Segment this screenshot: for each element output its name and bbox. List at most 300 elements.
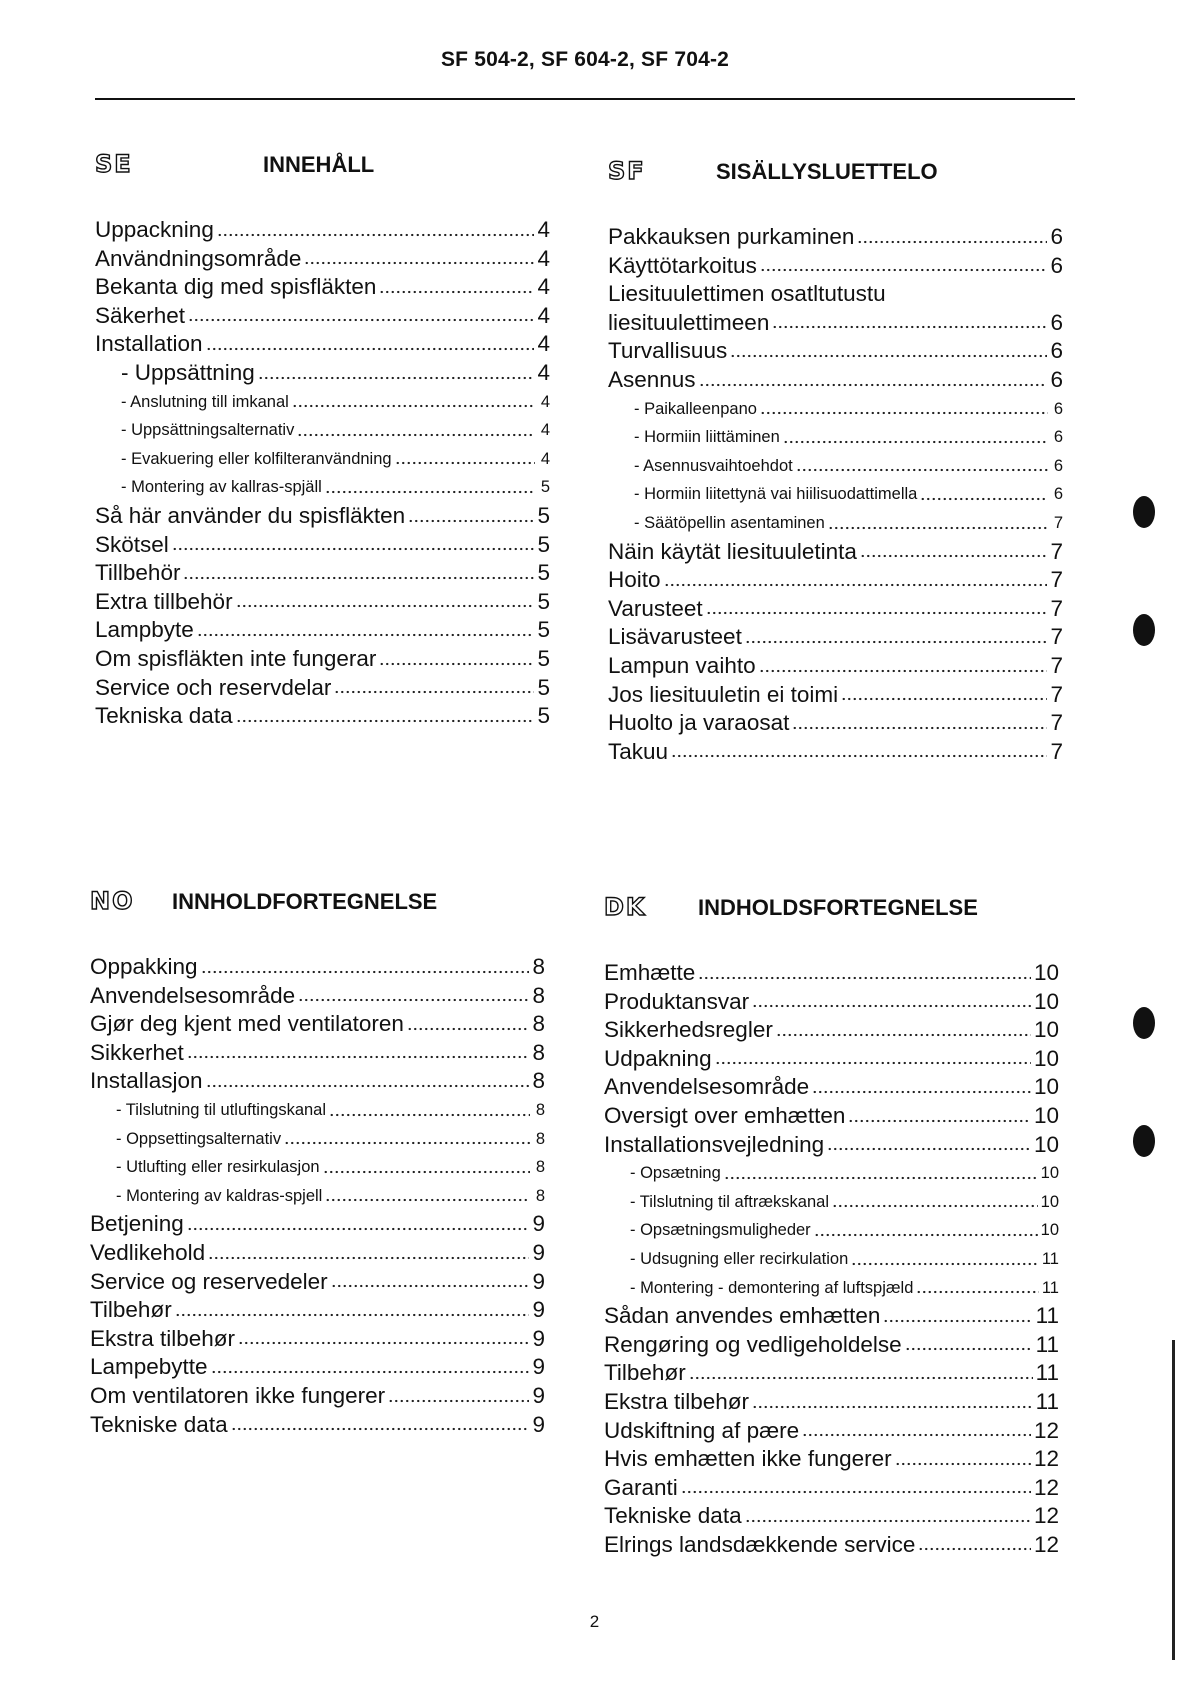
toc-entry: [608, 252, 1063, 281]
dot-leader: [802, 1432, 1031, 1438]
toc-entry: [95, 416, 550, 445]
toc-entry: [90, 1153, 545, 1182]
toc-entry: [604, 1159, 1059, 1188]
toc-entry-label: Takuu: [608, 738, 669, 764]
toc-entry-label: - Tilslutning til aftrækskanal: [630, 1192, 829, 1211]
dot-leader: [827, 1146, 1031, 1152]
toc-entry: [90, 1382, 545, 1411]
dot-leader: [752, 1003, 1031, 1009]
toc-entry-label: Hvis emhætten ikke fungerer: [604, 1446, 892, 1472]
dot-leader: [331, 1283, 530, 1289]
toc-list: [90, 953, 545, 1439]
toc-entry: [604, 1502, 1059, 1531]
dot-leader: [206, 346, 535, 352]
toc-entry-page: 6: [1053, 456, 1063, 475]
dot-leader: [172, 546, 535, 552]
toc-entry: [604, 1331, 1059, 1360]
toc-entry-label: Lisävarusteet: [608, 624, 742, 650]
toc-entry-page: 6: [1053, 485, 1063, 504]
toc-entry-page: 10: [1040, 1221, 1059, 1240]
toc-entry-page: 5: [537, 502, 550, 528]
dot-leader: [297, 432, 535, 438]
toc-entry-page: 4: [537, 359, 550, 385]
toc-entry: [608, 738, 1063, 767]
toc-entry-label: Extra tillbehör: [95, 588, 233, 614]
language-code: SE: [95, 150, 133, 178]
toc-entry-label: Oversigt over emhætten: [604, 1102, 846, 1128]
toc-entry-page: 10: [1040, 1192, 1059, 1211]
dot-leader: [211, 1369, 530, 1375]
toc-entry-label: - Opsætning: [630, 1164, 721, 1183]
toc-entry-page: 10: [1040, 1164, 1059, 1183]
toc-entry-label: Service och reservdelar: [95, 674, 332, 700]
dot-leader: [298, 997, 529, 1003]
dot-leader: [745, 639, 1048, 645]
toc-entry-page: 6: [1053, 399, 1063, 418]
toc-entry-label: - Hormiin liittäminen: [634, 428, 780, 447]
toc-entry-page: 6: [1050, 252, 1063, 278]
toc-entry-page: 9: [532, 1411, 545, 1437]
toc-entry-page: 10: [1033, 1131, 1059, 1157]
toc-entry-page: 5: [537, 531, 550, 557]
toc-entry-label: - Opsætningsmuligheder: [630, 1221, 811, 1240]
toc-entry-label: Emhætte: [604, 960, 696, 985]
dot-leader: [379, 289, 534, 295]
toc-entry-page: 7: [1050, 567, 1063, 593]
toc-entry-page: 4: [540, 421, 550, 440]
toc-entry-label: Service og reservedeler: [90, 1268, 328, 1294]
dot-leader: [236, 603, 535, 609]
toc-entry: [95, 273, 550, 302]
toc-entry-label: Tekniske data: [90, 1411, 228, 1437]
section-title: INDHOLDSFORTEGNELSE: [698, 895, 978, 920]
toc-entry-page: 7: [1050, 624, 1063, 650]
toc-entry-label: Installation: [95, 331, 203, 357]
document-header: SF 504-2, SF 604-2, SF 704-2: [440, 48, 730, 71]
dot-leader: [323, 1169, 530, 1175]
toc-entry-label: Rengøring og vedligeholdelse: [604, 1331, 902, 1357]
toc-list: [95, 216, 550, 731]
toc-entry: [604, 1388, 1059, 1417]
toc-entry-label: Turvallisuus: [608, 338, 728, 364]
toc-entry-label: Jos liesituuletin ei toimi: [608, 681, 839, 707]
toc-entry: [95, 330, 550, 359]
toc-entry: [95, 559, 550, 588]
toc-entry-page: 6: [1050, 309, 1063, 335]
toc-entry-label: Sådan anvendes emhætten: [604, 1303, 881, 1329]
toc-entry-page: 10: [1033, 1045, 1059, 1071]
toc-entry-label: Uppackning: [95, 217, 214, 242]
toc-entry-label: - Oppsettingsalternativ: [116, 1129, 282, 1148]
toc-entry-page: 10: [1033, 1017, 1059, 1043]
toc-entry-label: Tekniske data: [604, 1503, 742, 1529]
toc-entry-page: 6: [1050, 338, 1063, 364]
dot-leader: [238, 1340, 529, 1346]
dot-leader: [304, 260, 534, 266]
dot-leader: [895, 1461, 1031, 1467]
dot-leader: [699, 382, 1048, 388]
dot-leader: [208, 1255, 529, 1261]
toc-entry-page: 12: [1033, 1531, 1059, 1557]
toc-entry: [95, 216, 550, 245]
dot-leader: [851, 1261, 1039, 1267]
section-title: INNHOLDFORTEGNELSE: [172, 889, 438, 914]
toc-entry-page: 11: [1035, 1331, 1059, 1357]
toc-entry: [608, 566, 1063, 595]
toc-entry-label: Skötsel: [95, 531, 169, 557]
toc-entry-page: 8: [532, 1039, 545, 1065]
toc-entry-label: Installationsvejledning: [604, 1131, 825, 1157]
toc-entry-page: 8: [535, 1100, 545, 1119]
toc-entry: [608, 480, 1063, 509]
dot-leader: [883, 1318, 1032, 1324]
dot-leader: [832, 1203, 1038, 1209]
toc-entry: [90, 1325, 545, 1354]
toc-entry-page: 5: [537, 560, 550, 586]
toc-entry: [608, 509, 1063, 538]
toc-entry-label: - Asennusvaihtoehdot: [634, 456, 793, 475]
toc-entry-page: 5: [537, 703, 550, 729]
toc-section-no: [90, 887, 545, 1437]
dot-leader: [664, 582, 1048, 588]
dot-leader: [388, 1398, 529, 1404]
dot-leader: [796, 467, 1048, 473]
toc-entry: [604, 1445, 1059, 1474]
toc-entry: [604, 1359, 1059, 1388]
toc-entry: [95, 388, 550, 417]
binder-hole: [1133, 496, 1155, 528]
header-rule: [95, 98, 1075, 100]
toc-entry: [604, 1131, 1059, 1160]
toc-entry: [608, 709, 1063, 738]
toc-entry: [95, 245, 550, 274]
toc-entry-page: 11: [1035, 1303, 1059, 1329]
toc-entry: [90, 1182, 545, 1211]
toc-entry-page: 12: [1033, 1417, 1059, 1443]
toc-entry-label: Anvendelsesområde: [604, 1074, 810, 1100]
toc-entry-label: Hoito: [608, 567, 661, 593]
toc-entry: [608, 595, 1063, 624]
toc-entry-label: Lampun vaihto: [608, 652, 756, 678]
toc-entry-page: 11: [1041, 1278, 1059, 1297]
toc-entry-page: 5: [537, 674, 550, 700]
toc-entry-page: 11: [1041, 1249, 1059, 1268]
toc-section-se: [95, 150, 550, 729]
toc-entry: [604, 1531, 1059, 1560]
toc-entry-label: Sikkerhedsregler: [604, 1017, 773, 1043]
page-number: 2: [589, 1612, 600, 1631]
toc-entry-label: - Evakuering eller kolfilteranvändning: [121, 449, 392, 468]
toc-entry: [608, 309, 1063, 338]
toc-entry-page: 7: [1050, 652, 1063, 678]
dot-leader: [814, 1232, 1038, 1238]
toc-entry-label: Vedlikehold: [90, 1239, 206, 1265]
toc-entry: [95, 473, 550, 502]
dot-leader: [206, 1083, 530, 1089]
dot-leader: [730, 353, 1047, 359]
toc-entry-label: Lampbyte: [95, 617, 194, 643]
toc-list: [608, 223, 1063, 766]
dot-leader: [689, 1375, 1033, 1381]
toc-entry-page: 7: [1050, 595, 1063, 621]
toc-entry: [90, 1296, 545, 1325]
toc-entry-label: - Uppsättningsalternativ: [121, 421, 295, 440]
toc-entry: [90, 1210, 545, 1239]
toc-entry: [90, 1411, 545, 1440]
toc-entry: [608, 337, 1063, 366]
dot-leader: [905, 1346, 1033, 1352]
toc-entry-page: 10: [1033, 1074, 1059, 1100]
toc-entry-page: 4: [537, 245, 550, 271]
dot-leader: [752, 1404, 1033, 1410]
toc-section-sf: [608, 157, 1063, 764]
dot-leader: [292, 403, 535, 409]
toc-entry-label: Produktansvar: [604, 988, 750, 1014]
dot-leader: [828, 525, 1048, 531]
toc-entry-label: Varusteet: [608, 595, 703, 621]
toc-entry-label: Användningsområde: [95, 245, 302, 271]
dot-leader: [187, 1226, 530, 1232]
dot-leader: [284, 1140, 530, 1146]
toc-entry-page: 4: [537, 302, 550, 328]
toc-entry-label: Liesituulettimen osatltutustu: [608, 281, 886, 307]
toc-entry-page: 8: [532, 1011, 545, 1037]
toc-entry-page: 5: [537, 645, 550, 671]
toc-entry-page: 4: [540, 449, 550, 468]
dot-leader: [183, 575, 534, 581]
toc-entry-page: 4: [537, 331, 550, 357]
toc-entry-label: Pakkauksen purkaminen: [608, 224, 855, 249]
dot-leader: [860, 553, 1048, 559]
toc-entry-label: Så här använder du spisfläkten: [95, 502, 406, 528]
dot-leader: [197, 632, 535, 638]
binder-hole: [1133, 1007, 1155, 1039]
toc-entry-label: - Tilslutning til utluftingskanal: [116, 1100, 327, 1119]
toc-entry-page: 7: [1050, 710, 1063, 736]
toc-section-dk: [604, 893, 1059, 1557]
toc-entry: [608, 681, 1063, 710]
toc-entry-label: Ekstra tilbehør: [90, 1325, 236, 1351]
dot-leader: [217, 232, 535, 238]
toc-entry-label: Säkerhet: [95, 302, 186, 328]
toc-entry-page: 6: [1053, 428, 1063, 447]
toc-entry: [604, 1274, 1059, 1303]
toc-entry-page: 8: [532, 982, 545, 1008]
toc-entry: [604, 988, 1059, 1017]
dot-leader: [334, 689, 534, 695]
dot-leader: [175, 1312, 530, 1318]
toc-entry-label: Tilbehør: [604, 1360, 686, 1386]
toc-entry-label: Huolto ja varaosat: [608, 710, 790, 736]
toc-entry: [95, 531, 550, 560]
dot-leader: [760, 267, 1048, 273]
toc-entry-page: 4: [537, 217, 550, 242]
dot-leader: [325, 489, 535, 495]
toc-entry-page: 9: [532, 1211, 545, 1237]
toc-entry: [604, 1245, 1059, 1274]
toc-entry-page: 12: [1033, 1474, 1059, 1500]
binder-hole: [1133, 1125, 1155, 1157]
dot-leader: [325, 1197, 530, 1203]
dot-leader: [918, 1546, 1031, 1552]
toc-entry-label: - Anslutning till imkanal: [121, 392, 289, 411]
toc-entry-label: Gjør deg kjent med ventilatoren: [90, 1011, 404, 1037]
toc-entry-label: liesituulettimeen: [608, 309, 770, 335]
toc-entry-label: Garanti: [604, 1474, 678, 1500]
toc-entry-label: Näin käytät liesituuletinta: [608, 538, 857, 564]
toc-entry-label: Bekanta dig med spisfläkten: [95, 274, 377, 300]
dot-leader: [258, 375, 535, 381]
toc-entry-page: 10: [1033, 1102, 1059, 1128]
toc-entry-label: - Säätöpellin asentaminen: [634, 513, 825, 532]
toc-entry-label: - Uppsättning: [121, 359, 255, 385]
toc-entry: [604, 1188, 1059, 1217]
toc-entry: [608, 538, 1063, 567]
toc-entry-page: 5: [537, 617, 550, 643]
dot-leader: [724, 1175, 1038, 1181]
toc-entry: [95, 502, 550, 531]
toc-entry: [604, 1102, 1059, 1131]
toc-list: [604, 959, 1059, 1559]
scan-edge: [1172, 1340, 1175, 1660]
toc-entry-label: Tilbehør: [90, 1297, 172, 1323]
toc-entry-label: Installasjon: [90, 1068, 203, 1094]
toc-entry: [604, 1474, 1059, 1503]
toc-entry-label: - Montering av kaldras-spjell: [116, 1186, 323, 1205]
dot-leader: [407, 1026, 530, 1032]
dot-leader: [698, 975, 1031, 981]
toc-entry: [90, 1096, 545, 1125]
toc-entry: [95, 588, 550, 617]
toc-entry: [604, 1016, 1059, 1045]
toc-entry-page: 9: [532, 1268, 545, 1294]
dot-leader: [379, 661, 534, 667]
dot-leader: [187, 1054, 530, 1060]
toc-entry-page: 4: [540, 392, 550, 411]
dot-leader: [395, 460, 535, 466]
toc-entry-page: 7: [1050, 681, 1063, 707]
toc-entry-page: 7: [1053, 513, 1063, 532]
toc-entry-label: - Montering av kallras-spjäll: [121, 478, 322, 497]
language-code: DK: [604, 893, 647, 921]
dot-leader: [920, 496, 1048, 502]
language-code: NO: [90, 887, 135, 915]
section-title: SISÄLLYSLUETTELO: [716, 159, 938, 184]
toc-entry-page: 11: [1035, 1388, 1059, 1414]
toc-entry-label: Om spisfläkten inte fungerar: [95, 645, 377, 671]
toc-entry-page: 5: [537, 588, 550, 614]
dot-leader: [715, 1060, 1031, 1066]
toc-entry: [608, 652, 1063, 681]
toc-entry-page: 9: [532, 1354, 545, 1380]
toc-entry-page: 11: [1035, 1360, 1059, 1386]
toc-entry: [90, 1125, 545, 1154]
toc-entry-page: 7: [1050, 538, 1063, 564]
toc-entry-page: 12: [1033, 1446, 1059, 1472]
language-code: SF: [608, 157, 646, 185]
toc-entry: [95, 645, 550, 674]
toc-entry: [90, 1010, 545, 1039]
dot-leader: [812, 1089, 1031, 1095]
toc-entry-page: 9: [532, 1297, 545, 1323]
toc-entry: [604, 1417, 1059, 1446]
dot-leader: [760, 410, 1048, 416]
toc-entry-label: Betjening: [90, 1211, 184, 1237]
toc-entry-label: Sikkerhet: [90, 1039, 184, 1065]
dot-leader: [759, 668, 1048, 674]
toc-entry: [95, 702, 550, 731]
toc-entry-page: 12: [1033, 1503, 1059, 1529]
toc-entry: [95, 445, 550, 474]
toc-entry: [604, 1216, 1059, 1245]
dot-leader: [408, 518, 534, 524]
toc-entry-page: 4: [537, 274, 550, 300]
dot-leader: [792, 725, 1047, 731]
section-title: INNEHÅLL: [263, 152, 375, 177]
dot-leader: [231, 1426, 530, 1432]
toc-entry-page: 9: [532, 1382, 545, 1408]
toc-entry: [90, 1353, 545, 1382]
dot-leader: [236, 718, 535, 724]
toc-entry-page: 8: [532, 954, 545, 979]
toc-entry-label: Anvendelsesområde: [90, 982, 296, 1008]
dot-leader: [201, 969, 530, 975]
dot-leader: [671, 753, 1047, 759]
dot-leader: [745, 1518, 1031, 1524]
toc-entry: [604, 1073, 1059, 1102]
toc-entry-page: 6: [1050, 224, 1063, 249]
toc-entry-page: 8: [535, 1186, 545, 1205]
toc-entry: [608, 280, 1063, 309]
toc-entry-label: Käyttötarkoitus: [608, 252, 757, 278]
dot-leader: [841, 696, 1047, 702]
toc-entry-page: 10: [1033, 988, 1059, 1014]
binder-hole: [1133, 614, 1155, 646]
toc-entry: [604, 1045, 1059, 1074]
toc-entry-label: Udskiftning af pære: [604, 1417, 800, 1443]
toc-entry-page: 5: [540, 478, 550, 497]
dot-leader: [857, 239, 1047, 245]
toc-entry: [95, 616, 550, 645]
toc-entry: [90, 1268, 545, 1297]
dot-leader: [848, 1118, 1031, 1124]
toc-entry-page: 8: [535, 1129, 545, 1148]
toc-entry: [90, 1067, 545, 1096]
toc-entry-page: 9: [532, 1325, 545, 1351]
toc-entry: [90, 1239, 545, 1268]
toc-entry-page: 8: [535, 1158, 545, 1177]
toc-entry: [95, 674, 550, 703]
dot-leader: [706, 610, 1048, 616]
toc-entry-page: 7: [1050, 738, 1063, 764]
toc-entry: [608, 366, 1063, 395]
toc-entry-label: Ekstra tilbehør: [604, 1388, 750, 1414]
toc-entry-label: - Utlufting eller resirkulasjon: [116, 1158, 320, 1177]
toc-entry-label: Tillbehör: [95, 560, 181, 586]
toc-entry: [608, 452, 1063, 481]
toc-entry: [608, 395, 1063, 424]
dot-leader: [188, 317, 534, 323]
toc-entry-page: 10: [1033, 960, 1059, 985]
toc-entry-page: 9: [532, 1239, 545, 1265]
toc-entry-label: Lampebytte: [90, 1354, 208, 1380]
toc-entry: [90, 1039, 545, 1068]
toc-entry: [90, 953, 545, 982]
toc-entry: [608, 423, 1063, 452]
toc-entry-label: Udpakning: [604, 1045, 712, 1071]
toc-entry: [95, 359, 550, 388]
toc-entry-label: - Montering - demontering af luftspjæld: [630, 1278, 914, 1297]
